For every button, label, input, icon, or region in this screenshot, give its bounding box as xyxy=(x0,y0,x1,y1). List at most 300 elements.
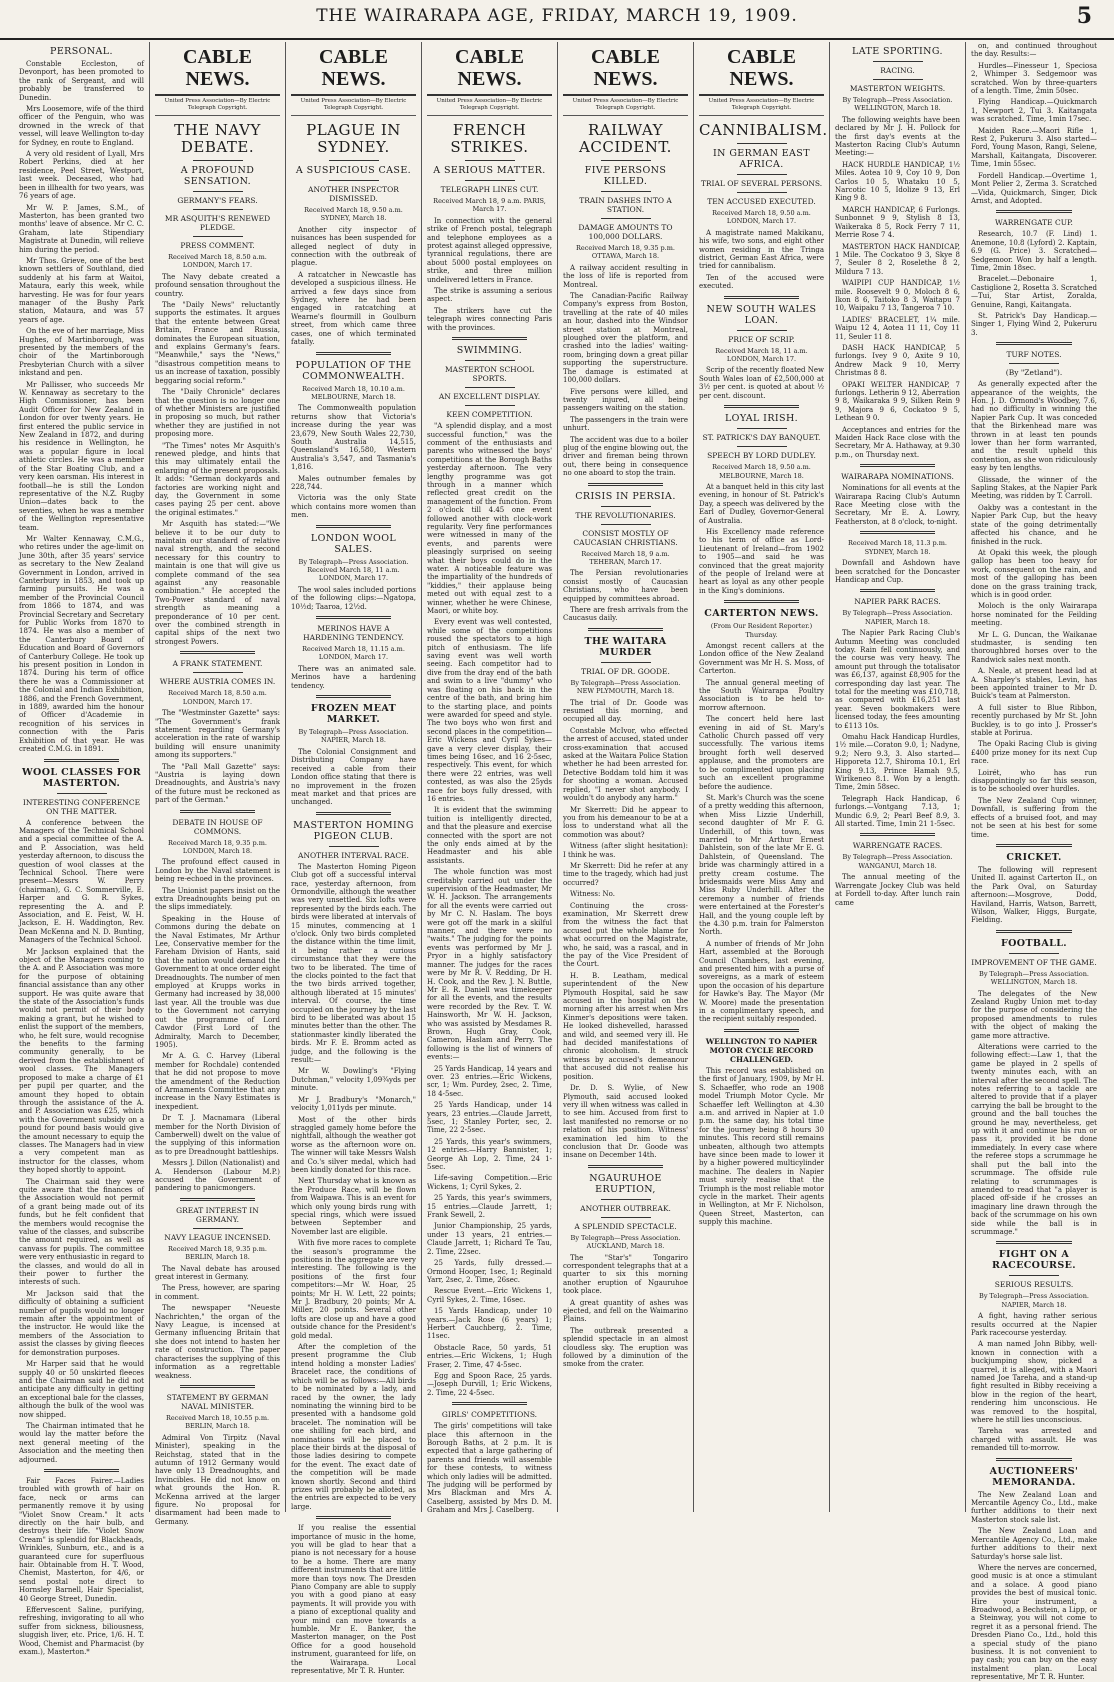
article-divider xyxy=(180,1385,255,1388)
article xyxy=(835,833,960,906)
article-divider xyxy=(860,531,935,534)
article-paragraph: The Napier Park Racing Club's Autumn Meeting was concluded today. Rain fell continuously, and the course was very heavy. The amount put through the totalisator was £6,137, against £8,905 for the corresponding day last year. The total for the meeting was £10,718, as compared with £16,251 last year. Seven bookmakers were licensed today, the fees amounting to £113 10s. xyxy=(835,629,960,730)
article-paragraph: The Unionist papers insist on the extra Dreadnoughts being put on the slips immediately. xyxy=(155,886,280,912)
article xyxy=(155,1198,280,1380)
article-divider xyxy=(316,352,391,355)
article-paragraph: Constable McIvor, who effected the arrest of accused, stated under cross-examination that accused asked at the Waitara Police Station whether he had been arrested for. Detective Boddam told him it was for shooting a woman. Accused replied, "I never shot anybody. I wouldn't do anybody any harm." xyxy=(563,726,688,803)
article xyxy=(291,695,416,807)
article xyxy=(971,1241,1097,1452)
article-paragraph: It is evident that the swimming tuition is intelligently directed, and that the pleasure and exercise connected with the sport are not the only ends aimed at by the Headmaster and his able assistants. xyxy=(427,806,552,865)
article-paragraph: HACK HURDLE HANDICAP, 1½ Miles. Aotea 10 9, Coy 10 9, Don Carlos 10 5, Whataku 10 5, Narcotic 10 5, Idolize 9 13, Erl King 9 8. xyxy=(835,160,960,203)
article-subheadline: ANOTHER INSPECTOR DISMISSED. xyxy=(308,185,399,203)
article-paragraph: The Commonwealth population returns show that Victoria's increase during the year was 23,679, New South Wales 22,730, South Australia 14,515, Queensland's 16,580, Western Australia's 3,547, and Tasmania's 1,816. xyxy=(291,404,416,472)
masthead xyxy=(0,0,1114,40)
column-header: CABLE NEWS. xyxy=(699,42,824,96)
article-paragraph: The "Star's" Tongariro correspondent telegraphs that at a quarter to six this morning another eruption of Ngauruhoe took place. xyxy=(563,1253,688,1296)
article xyxy=(835,531,960,584)
article-dateline: Received March 18, 10.10 a.m. MELBOURNE, March 18. xyxy=(302,384,405,401)
article-paragraph: A conference between the Managers of the Technical School and a special committee of the A. and P. Association, was held yesterday afternoon, to discuss the question of wool classes at the Technical School. There were present—Messrs W. Perry (chairman), G. C. Sommerville, E. Harper and G. R. Sykes, representing the A. and P. Association, and E. Feist, W. H. Jackson, E. H. Waddington, Rev. Dean McKenna and N. D. Bunting, Managers of the Technical School. xyxy=(19,818,144,945)
article-subheadline: A PROFOUND SENSATION. xyxy=(180,165,255,187)
article-paragraph: Oakby was a contestant in the Napier Park Cup, but the heavy state of the going detrimentally affected his chance, and he finished in the ruck. xyxy=(971,503,1097,546)
article-paragraph: The Masterton Homing Pigeon Club got off a successful interval race, yesterday afternoon, from Ormondville, although the weather was very unsettled. Six lofts were represented by the birds each. The birds were liberated at intervals of 15 minutes, commencing at 1 o'clock. Only two birds completed the distance within the time limit, it being rather a curious circumstance that they were the two to be liberated. The time of the clocks pointed to the fact that the two birds arrived together, although liberated at 15 minutes' interval. Of course, the time occupied on the journey by the last bird to be liberated was about 15 minutes better than the other. The stationmaster kindly liberated the birds. Mr F. E. Bromm acted as judge, and the following is the result:— xyxy=(291,862,417,1065)
article-paragraph: The trial of Dr. Goode was resumed this morning, and occupied all day. xyxy=(563,698,688,724)
article-headline: LONDON WOOL SALES. xyxy=(310,532,397,555)
article-paragraph: The passengers in the train were unhurt. xyxy=(563,415,688,433)
article-headline: WARRENGATE RACES. xyxy=(852,841,943,851)
article-paragraph: A full sister to Blue Ribbon, recently purchased by Mr St. John Buckley, is to go into J. Prosser's stable at Porirua. xyxy=(971,703,1097,738)
article-subheadline: A SUSPICIOUS CASE. xyxy=(295,165,412,176)
article-dateline: Received March 18, 9.35 p.m. OTTAWA, March 18. xyxy=(576,244,675,261)
article-paragraph: The accident was due to a boiler plug of the engine blowing out, the driver and fireman being thrown out, there being in consequence no one aboard to stop the train. xyxy=(563,435,688,478)
article-paragraph: The profound effect caused in London by the Naval statement is being re-echoed in the provinces. xyxy=(155,858,280,884)
article-subheadline: MR ASQUITH'S RENEWED PLEDGE. xyxy=(164,214,271,232)
article-subheadline: SPEECH BY LORD DUDLEY. xyxy=(707,451,816,461)
article-paragraph: Mr J. Bradbury's "Monarch," velocity 1,011yds per minute. xyxy=(291,1095,416,1113)
article-divider xyxy=(316,812,391,815)
column-3 xyxy=(286,42,422,1676)
headline-rule xyxy=(601,506,651,507)
article-paragraph: St. Mark's Church was the scene of a pretty wedding this afternoon, when Miss Lizzie Underhill, second daughter of Mr F. G. Underhill, of this town, was married to Mr Arthur Ernest Dahlstein, son of the late Mr E. G. Dahlstein, of Queensland. The bride was charmingly attired in a pretty cream costume. The bridesmaids were Miss Amy and Miss Ruby Underhill. After the ceremony a number of friends were entertained at the Forester's Hall, and the young couple left by the 4.30 p.m. train for Palmerston North. xyxy=(699,793,824,937)
column-copyright-note: United Press Association—By Electric Telegraph Copyright. xyxy=(563,98,688,116)
article xyxy=(427,1402,552,1514)
headline-rule xyxy=(737,192,787,193)
article xyxy=(427,122,552,332)
article-subheadline: IN GERMAN EAST AFRICA. xyxy=(713,148,810,170)
article-paragraph: The following weights have been declared by Mr J. H. Pollock for the first day's events at the Masterton Racing Club's Autumn Meeting:— xyxy=(835,115,960,158)
article-subheadline: KEEN COMPETITION. xyxy=(446,410,533,420)
article xyxy=(19,1469,144,1657)
article-headline: AUCTIONEERS' MEMORANDA. xyxy=(989,1465,1079,1488)
article-dateline: By Telegraph—Press Association. WELLINGTON, March 18. xyxy=(979,969,1089,987)
headline-rule xyxy=(329,160,379,161)
headline-rule xyxy=(601,218,651,219)
headline-rule xyxy=(1009,953,1059,954)
article-paragraph: Messrs J. Dillon (Nationalist) and A. Henderson (Labour M.P.) accused the Government of pandering to panicmongers. xyxy=(155,1159,280,1193)
column-copyright-note: United Press Association—By Electric Telegraph Copyright. xyxy=(291,98,416,116)
headline-rule xyxy=(465,387,515,388)
article-paragraph: Loirét, who has run disappointingly so far this season, is to be schooled over hurdles. xyxy=(971,768,1097,794)
article-dateline: Received March 18, 9 a.m. PARIS, March 17. xyxy=(433,197,546,214)
article xyxy=(971,342,1097,839)
article-subheadline: AN EXCELLENT DISPLAY. xyxy=(438,392,541,402)
article-divider xyxy=(996,1241,1072,1244)
article-divider xyxy=(44,1469,119,1472)
article-paragraph: Mr Pallisser, who succeeds Mr W. Kennaway as secretary to the High Commissioner, has been Audit Officer for New Zealand in London for over twenty years. He first entered the public service in New Zealand in 1872, and during his residence in Wellington, he was a popular figure in local athletic circles. He was a member of the Star Boating Club, and a very keen oarsman. His interest in football—he is still the London representative of the N.Z. Rugby Union—dates back to the seventies, when he was a member of the Wellington representative team. xyxy=(19,380,144,532)
article-dateline: By Telegraph—Press Association. NAPIER, March 18. xyxy=(298,728,409,745)
article-paragraph: Mr Jackson said that the difficulty of obtaining a sufficient number of pupils would no longer remain after the appointment of the instructor. He would like the members of the Association to assist the classes by giving fleeces for demonstration purposes. xyxy=(19,1289,144,1357)
article-paragraph: This record was established on the first of January, 1909, by Mr H. S. Schaeffer, who rode an 1908 model Triumph Motor Cycle. Mr Schaeffer left Wellington at 4.30 a.m. and arrived in Napier at 1.0 p.m. the same day, his total time for the journey being 8 hours 30 minutes. This record still remains unbeaten, although two attempts have since been made to lower it by a higher powered multicylinder machine. The dealers in Napier must surely realise that the Triumph is the most reliable motor cycle in the market. Their agents in Wellington, at Mr F. Nicholson, Queen Street, Masterton, can supply this machine. xyxy=(699,1066,824,1227)
article xyxy=(835,46,960,459)
article-dateline: (From Our Resident Reporter.) Thursday. xyxy=(710,622,813,639)
article-paragraph: 15 Yards Handicap, under 10 years.—Jack Rose (6 years) 1; Herbert Cauchberg, 2. Time, 11sec. xyxy=(427,1307,552,1341)
article-headline: GIRLS' COMPETITIONS. xyxy=(441,1410,538,1420)
article-dateline: Received March 18, 9.50 a.m. SYDNEY, March 18. xyxy=(304,206,403,223)
article-headline: DEBATE IN HOUSE OF COMMONS. xyxy=(172,817,263,836)
article-subheadline: ANOTHER OUTBREAK. xyxy=(580,1203,671,1213)
article-dateline: By Telegraph—Press Association. NEW PLYMOUTH, March 18. xyxy=(570,678,681,696)
article xyxy=(291,1516,416,1675)
article-headline: POPULATION OF THE COMMONWEALTH. xyxy=(295,359,412,382)
article-paragraph: The strikers have cut the telegraph wires connecting Paris with the provinces. xyxy=(427,306,552,332)
headline-rule xyxy=(873,79,923,80)
article xyxy=(155,810,280,1193)
article-divider xyxy=(996,342,1072,345)
article-paragraph: LADIES' BRACELET, 1¼ mile. Waipu 12 4, Aotea 11 11, Coy 11 11, Seuler 11 8. xyxy=(835,315,960,341)
headline-rule xyxy=(601,1217,651,1218)
article-paragraph: The "Westminster Gazette" says: "The Government's frank statement regarding Germany's acceleration in the rate of warship building will ensure unanimity among its supporters." xyxy=(155,709,280,760)
article-paragraph: 25 Yards, fully dressed.—Ormond Hooper, 1sec, 1; Reginald Yarr, 2sec, 2. Time, 26sec. xyxy=(427,1259,552,1284)
article-headline: STATEMENT BY GERMAN NAVAL MINISTER. xyxy=(166,1392,269,1411)
column-header: CABLE NEWS. xyxy=(291,42,416,96)
article-paragraph: Bracelet.—Debonaire 1, Castiglione 2, Rosetta 3. Scratched—Tui, Star Artist, Zoralda, Genuine, Rangi, Kaitangata. xyxy=(971,275,1097,309)
article-subheadline: CONSIST MOSTLY OF CAUCASIAN CHRISTIANS. xyxy=(573,528,678,547)
article xyxy=(699,1029,824,1227)
article-headline: THE NAVY DEBATE. xyxy=(174,121,261,156)
article-subheadline: TRIAL OF SEVERAL PERSONS. xyxy=(700,179,823,188)
article-subheadline: MASTERTON SCHOOL SPORTS. xyxy=(444,365,535,384)
headline-rule xyxy=(193,672,243,673)
article-paragraph: The Persian revolutionaries consist mostly of Caucasian Christians, who have been equipped by committees abroad. xyxy=(563,569,688,603)
article-paragraph: Mr Jackson explained that the object of the Managers coming to the A. and P. Association was more for the purpose of obtaining financial assistance than any other support. He was quite aware that the state of the Association's funds would not permit of their body making a grant, but he wished to enlist the support of the members, who, he felt sure, would recognise the benefits to the farming community generally, to be derived from the establishment of wool classes. The Managers proposed to make a charge of £1 per pupil per quarter, and the amount they hoped to obtain through the assistance of the A. and P. Association was £25, which with the Government subsidy on a pound for pound basis would give the amount necessary to equip the classes. The Managers had in view a very competent man as instructor for the classes, whom they hoped shortly to appoint. xyxy=(19,947,144,1175)
page-number: 5 xyxy=(1076,3,1092,29)
article-dateline: Received March 18, 9.35 p.m. BERLIN, March 18. xyxy=(168,1244,267,1262)
headline-rule xyxy=(737,330,787,331)
article-divider xyxy=(860,589,935,592)
article-subheadline: ANOTHER INTERVAL RACE. xyxy=(298,850,409,860)
article-divider xyxy=(180,810,255,813)
headline-rule xyxy=(193,1228,243,1229)
article-paragraph: Tareha was arrested and charged with assault. He was remanded till to-morrow. xyxy=(971,1427,1097,1453)
article-paragraph: Mrs Loosemore, wife of the third officer of the Penguin, who was drowned in the wreck of that vessel, will leave Wellington to-day for Sydney, en route to England. xyxy=(19,105,144,147)
article-headline: PLAGUE IN SYDNEY. xyxy=(306,121,401,156)
article-headline: NAPIER PARK RACES. xyxy=(854,597,941,607)
article-paragraph: At a banquet held in this city last evening, in honour of St. Patrick's Day, a speech was delivered by the Earl of Dudley, Governor-General of Australia. xyxy=(699,482,824,525)
article-divider xyxy=(180,1198,255,1201)
article-paragraph: As generally expected after the appearance of the weights, the Hon. J. D. Ormond's Woodbey, 7.6, had no difficulty in winning the Napier Park Cup. It was conceded that the Birkenhead mare was thrown in at least ten pounds lower than her form warranted, and the result upheld this contention, as she won ridiculously easy by ten lengths. xyxy=(971,380,1097,473)
article-paragraph: The girls' competitions will take place this afternoon in the Borough Baths, at 2 p.m. It is expected that a large gathering of parents and friends will assemble for these contests, to witness which only ladies will be admitted. The judging will be performed by Mrs Blackman and Mrs A. Caselberg, assisted by Mrs D. M. Graham and Mrs J. Caselberg. xyxy=(427,1422,552,1515)
headline-rule xyxy=(329,180,379,181)
article-paragraph: Mr A. G. C. Harvey (Liberal member for Rochdale) contended that he did not propose to move the amendment of the Reduction of Armaments Committee that any increase in the Navy Estimates is inexpedient. xyxy=(155,1052,280,1111)
article-divider xyxy=(452,337,527,340)
article-paragraph: Fordell Handicap.—Overtime 1, Mont Pelier 2, Zerma 3. Scratched—Vida, Quickmarch, Singer, Dick Arnst, and Adopted. xyxy=(971,171,1097,205)
article-subheadline: PRICE OF SCRIP. xyxy=(728,334,795,344)
article-paragraph: Mr Skerrett: Did he appear to you from his demeanour to be at a loss to understand what all the commotion was about? xyxy=(563,805,688,839)
headline-rule xyxy=(193,160,243,161)
article-paragraph: Every event was well contested, while some of the competitions roused the spectators to a high pitch of enthusiasm. The life saving event was well worth seeing. Each competitor had to dive from the dray end of the bath and swim to a live "dummy" who was floating on his back in the centre of the bath, and bring him to the starting place, and points were awarded for speed and style. The two boys who won first and second places in the competition—Eric Wickens and Cyril Sykes—gave a very clever display, their times being 16sec, and 16 2-5sec, respectively. This event, for which there were 22 entries, was well contested, as was also the 25yds race for boys fully dressed, with 16 entries. xyxy=(427,618,552,803)
article xyxy=(971,1458,1097,1682)
column-7 xyxy=(830,42,966,1512)
headline-rule xyxy=(193,236,243,237)
article-paragraph: Mr Asquith has stated:—"We believe it to be our duty to maintain our standard of relative naval strength, and the second necessary for this country to maintain is one that will give us complete command of the sea against any reasonable combination." He accepted the Two-Power standard of naval strength as meaning a preponderance of 10 per cent. over the combined strength in capital ships of the next two strongest Powers. xyxy=(155,520,280,646)
article-paragraph: The Opaki Racing Club is giving £400 prize money for its next Cup race. xyxy=(971,740,1097,766)
article-paragraph: MASTERTON HACK HANDICAP, 1 Mile. The Cockatoo 9 3, Skye 8 7, Seuler 8 2, Roselethe 8 2, Mildura 7 13. xyxy=(835,242,960,276)
article-paragraph: DASH HACK HANDICAP, 5 furlongs. Ivey 9 0, Axite 9 10, Andrew Mack 9 10, Merry Christmas 8 8. xyxy=(835,343,960,378)
headline-rule xyxy=(193,191,243,192)
article-dateline: Received March 18, 9.50 a.m. MELBOURNE, March 18. xyxy=(712,463,811,480)
column-header: CABLE NEWS. xyxy=(563,42,688,96)
article-paragraph: Maiden Race.—Maori Rifle 1, Rest 2, Pukeruru 3. Also started—Ford, Young Mason, Rangi, Selene, Marshall, Kaitangata, Discoverer. Time, 1min 55sec. xyxy=(971,126,1097,169)
article-divider xyxy=(452,1402,527,1405)
article xyxy=(971,42,1097,205)
article-paragraph: Telegraph Hack Handicap, 6 furlongs.—Vontgang 7.13, 1; Mundic 6.9, 2; Pearl Beef 8.9, 3. All started. Time, 1min 21 1-5sec. xyxy=(835,794,960,829)
headline-rule xyxy=(737,174,787,175)
article-subheadline: A SERIOUS MATTER. xyxy=(433,165,546,176)
article-paragraph: The wool sales included portions of the following clips:—Ngatopa, 10½d; Taaroa, 12½d. xyxy=(291,585,416,611)
article-paragraph: OPAKI WELTER HANDICAP, 7 furlongs. Letherin 9 12, Aberration 9 8, Waikaraka 9 9, Silken Rein 9 9, Majora 9 6, Cockatoo 9 5, Lethean 9 0. xyxy=(835,380,960,423)
article-subheadline: TEN ACCUSED EXECUTED. xyxy=(707,197,816,206)
article-subheadline: THE REVOLUTIONARIES. xyxy=(575,510,676,520)
article xyxy=(291,352,416,520)
article-paragraph: Witness (after slight hesitation): I think he was. xyxy=(563,842,688,859)
article-paragraph: 25 Yards, this year's swimmers, 12 entries.—Harry Bannister, 1; George Ah Lop, 2. Time, 24 1-5sec. xyxy=(427,1137,552,1172)
column-5 xyxy=(558,42,694,1512)
article xyxy=(971,930,1097,1237)
article-paragraph: Mr Walter Kennaway, C.M.G., who retires under the age-limit on June 30th, after 35 years' service as secretary to the New Zealand Government in London, arrived in Canterbury in 1853, and took up farming pursuits. He was a member of the Provincial Council from 1866 to 1874, and was Provincial Secretary and Secretary for Public Works from 1870 to 1874. He was also a member of the Canterbury Board of Education and Board of Governors of Canterbury College. He took up his present position in London in 1874. During his term of office there he was a Commissioner at the Colonial and Indian Exhibition, 1886, and the French Government, in 1889, awarded him the honour of Officer d'Academie in recognition of his services in connection with the Paris Exhibition of that year. He was created C.M.G. in 1891. xyxy=(19,534,144,754)
article-paragraph: The newspaper "Neueste Nachrichten," the organ of the Navy League, is incensed at Germany influencing Britain that she does not intend to hasten her rate of construction. The paper characterises the supplying of this information as a regrettable weakness. xyxy=(155,1304,280,1380)
article xyxy=(699,296,824,400)
article-dateline: Received March 18, 10.55 p.m. BERLIN, March 18. xyxy=(165,1413,270,1431)
article-paragraph: Witness: No. xyxy=(570,890,615,899)
article-headline: CRICKET. xyxy=(1006,851,1062,863)
article-paragraph: "The Times" notes Mr Asquith's renewed pledge, and hints that this may ultimately entail the enlarging of the present proposals. It adds: "German dockyards and factories are working night and day, the Government in some cases paying 25 per cent. above the original estimates." xyxy=(155,441,280,517)
column-8 xyxy=(966,42,1102,1682)
headline-rule xyxy=(57,793,107,794)
article-divider xyxy=(316,695,391,698)
article-dateline: Received March 18, 11.15 a.m. LONDON, March 17. xyxy=(302,645,405,662)
article-paragraph: Constable Eccleston, of Devonport, has been promoted to the rank of Sergeant, and will probably be transferred to Dunedin. xyxy=(19,60,144,102)
article-paragraph: Mr L. G. Duncan, the Waikanae studmaster, is sending ten thoroughbred horses over to the Randwick sales next month. xyxy=(971,630,1097,664)
article xyxy=(971,844,1097,925)
article-headline: CANNIBALISM. xyxy=(699,121,828,139)
headline-rule xyxy=(465,360,515,361)
article-headline: WAIRARAPA NOMINATIONS. xyxy=(841,472,954,482)
article-subheadline: TELEGRAPH LINES CUT. xyxy=(440,185,539,194)
article-divider xyxy=(180,651,255,654)
article-headline: GREAT INTEREST IN GERMANY. xyxy=(176,1205,259,1224)
article-paragraph: Next Thursday what is known as the Produce Race, will be flown from Waipawa. This is an event for which only young birds rung with special rings, which were issued between September and November last are eligible. xyxy=(291,1177,416,1236)
article-paragraph: A great quantity of ashes was ejected, and fell on the Waimarino Plains. xyxy=(563,1298,688,1324)
article-paragraph: With five more races to complete the season's programme the positions in the aggregate are very interesting. The following is the positions of the first four competitors:—Mr W. Hoar, 25 points; Mr H. W. Lett, 22 points; Mr J. Bradbury, 20 points; Mr A. Miller, 20 points. Several other lofts are close up and have a good outside chance for the President's gold medal. xyxy=(291,1239,416,1340)
article-paragraph: Males outnumber females by 228,744. xyxy=(291,474,416,491)
article xyxy=(291,616,416,690)
article-paragraph: Effervescent Saline, purifying, refreshing, invigorating to all who suffer from sickness, biliousness, sluggish liver, etc. Price, 1/6. H. T. Wood, Chemist and Pharmacist (by exam.), Masterton.* xyxy=(19,1606,144,1657)
article-paragraph: A. Neale, at present head lad at A. Sharpley's stables, Levin, has been appointed trainer to Mr D. Buick's team at Palmerston. xyxy=(971,667,1097,701)
article-dateline: By Telegraph—Press Association. NAPIER, March 18. xyxy=(842,609,953,626)
article-paragraph: The following will represent United II. against Carterton II., on the Park Oval, on Saturday afternoon:—Mosgrove, Dodd, Haviland, Harris, Watson, Barrett, Wilson, Walker, Higgs, Burgate, Fielding. xyxy=(971,865,1097,925)
article-headline: MASTERTON HOMING PIGEON CLUB. xyxy=(293,819,414,842)
article-paragraph: The whole function was most creditably carried out under the supervision of the Headmaster, Mr W. H. Jackson. The arrangements for all the events were carried out by Mr C. N. Haslam. The boys were got off the mark in a skilful manner, and there were no "waits." The judging for the points events was performed by Mr J. Pryor in a highly satisfactory manner. The judges for the races were by Mr R. V. Redding, Dr H. H. Cook, and the Rev. J. N. Buttle, Mr E. R. Daniell was timekeeper for all the events, and the results were recorded by the Rev. T. W. Hainsworth, Mr W. H. Jackson, who was assisted by Mesdames R. Brown, Hugh Gray, Cook, Cameron, Haslam and Perry. The following is the list of winners of events:— xyxy=(427,868,552,1062)
article-paragraph: At Opaki this week, the plough gallop has been too heavy for work, consequent on the rain, and most of the galloping has been done on the grass training track, which is in good order. xyxy=(971,548,1097,599)
article-paragraph: Omahu Hack Handicap Hurdles, 1½ mile.—Coraton 9.0, 1; Nadyne, 9.2; Nero 9.3, 3. Also started—Hipporeta 12.7, Shiroma 10.1, Erl King 9.13, Prince Hamah 9.5, Wirikeneo 8.1. Won by a length. Time, 2min 58sec. xyxy=(835,733,960,792)
article xyxy=(563,483,688,623)
article-divider xyxy=(860,464,935,467)
article-paragraph: Egg and Spoon Race, 25 yards.—Joseph Durvill, 1; Eric Wickens, 2. Time, 22 4-5sec. xyxy=(427,1371,552,1397)
article xyxy=(563,1165,688,1369)
article xyxy=(291,122,416,347)
article-divider xyxy=(996,844,1072,847)
article-paragraph: A fight, having rather serious results occurred at the Napier Park racecourse yesterday. xyxy=(971,1312,1097,1337)
article-headline: LATE SPORTING. xyxy=(852,46,943,57)
article-paragraph: Moloch is the only Wairarapa horse nominated for the Feilding meeting. xyxy=(971,602,1097,628)
article-paragraph: A man named John Bibby, well-known in connection with a buckjumping show, picked a quarrel, it is alleged, with a Maori named Joe Tareha, and a stand-up fight resulted in Bibby receiving a blow in the region of the heart, rendering him unconscious. He was removed to the hospital, where he still lies unconscious. xyxy=(971,1340,1097,1425)
article xyxy=(19,759,144,1464)
headline-rule xyxy=(873,61,923,62)
headline-rule xyxy=(737,428,787,429)
article-paragraph: 25 Yards Handicap, 14 years and over. 23 entries.—Eric Wickens, scr, 1; Wm. Purdey, 2sec, 2. Time, 18 4-5sec. xyxy=(427,1064,552,1098)
article-divider xyxy=(996,930,1072,933)
article-headline: WELLINGTON TO NAPIER MOTOR CYCLE RECORD CHALLENGED. xyxy=(705,1036,818,1064)
article-divider xyxy=(724,1029,799,1032)
article-paragraph: Mr W. Dowling's "Flying Dutchman," velocity 1,09¾yds per minute. xyxy=(291,1067,416,1093)
article-subheadline: MASTERTON WEIGHTS. xyxy=(849,84,946,93)
article-paragraph: Hurdles—Finesseur 1, Speciosa 2, Whimper 3. Sedgemoor was scratched. Won by three-quarters of a length. Time, 2min 50sec. xyxy=(971,61,1097,96)
article-paragraph: Nominations for all events at the Wairarapa Racing Club's Autumn Race Meeting close with the Secretary, Mr E. A. Lowry, Featherston, at 8 o'clock, to-night. xyxy=(835,484,960,526)
headline-rule xyxy=(1009,1275,1059,1276)
article-paragraph: Mr Skerrett: Did he refer at any time to the tragedy, which had just occurred? xyxy=(563,861,688,887)
article-paragraph: A very old resident of Lyall, Mrs Robert Perkins, died at her residence, Peel Street, Westport, last week. Deceased, who had been in illhealth for two years, was 76 years of age. xyxy=(19,150,144,201)
headline-rule xyxy=(465,180,515,181)
article-paragraph: The Chairman intimated that he would lay the matter before the next general meeting of the Association and the meeting then adjourned. xyxy=(19,1421,144,1464)
article-paragraph: In connection with the general strike of French postal, telegraph and telephone employees as a protest against alleged oppressive, tyrannical regulations, there are about 5000 postal employees on strike, and three million undelivered letters in France. xyxy=(427,216,552,284)
headline-rule xyxy=(1009,363,1059,364)
article-paragraph: "A splendid display, and a most successful function," was the comment of the enthusiasts and parents who witnessed the boys' competitions at the Borough Baths yesterday afternoon. The very lengthy programme was got through in a manner which reflected great credit on the management of the function. From 2 o'clock till 4.45 one event followed another with clock-work regularity. Very fine performances were witnessed in many of the events, and parents were pleasingly surprised on seeing what their boys could do in the water. A noticeable feature was the impartiality of the hundreds of "kiddies," their applause being meted out with equal zest to a winner, whether he were Chinese, Maori, or white boy. xyxy=(427,422,552,616)
article-paragraph: Admiral Von Tirpitz (Naval Minister), speaking in the Reichstag, stated that in the autumn of 1912 Germany would have only 13 Dreadnoughts, and Invincibles. He did not know on what grounds the Hon. R. McKenna arrived at the larger figure. No proposal for disarmament had been made to Germany. xyxy=(155,1433,280,1526)
article-paragraph: Where the nerves are concerned, good music is at once a stimulant and a solace. A good piano provides the best of musical tonic. Hire your instrument, a Broadwood, a Bechstein, a Lipp, or a Steinway, you will not come to regret it as a personal friend. The Dresden Piano Co., Ltd., hold this a special study of the piano business. It is not convenient to pay cash; you can buy on the easy instalment plan. Local representative, Mr T. R. Hunter. xyxy=(971,1563,1097,1682)
article-paragraph: The New Zealand Cup winner, Downfall, is suffering from the effects of a bruised foot, and may not be seen at his best for some time. xyxy=(971,796,1097,839)
article-headline: FRENCH STRIKES. xyxy=(450,121,529,156)
article-paragraph: Rescue Event.—Eric Wickens 1, Cyril Sykes, 2. Time, 16sec. xyxy=(427,1287,552,1304)
column-4 xyxy=(422,42,558,1515)
column-1 xyxy=(14,42,150,1657)
article-headline: TURF NOTES. xyxy=(1006,350,1062,360)
article-paragraph: There are fresh arrivals from the Caucasus daily. xyxy=(563,606,688,623)
article-headline: FIGHT ON A RACECOURSE. xyxy=(992,1249,1076,1272)
article-paragraph: Research, 10.7 (F. Lind) 1. Anemone, 10.8 (Lyford) 2. Kaptain, 6.9 (G. Price) 3. Scratched—Sedgemoor. Won by half a length. Time, 2min 18sec. xyxy=(971,230,1097,272)
article-divider xyxy=(724,405,799,408)
article-paragraph: The delegates of the New Zealand Rugby Union met to-day for the purpose of considering the proposed amendments to rules with the object of making the game more attractive. xyxy=(971,989,1097,1040)
article-paragraph: Most of the other birds straggled gamely home before the nightfall, although the weather got worse as the afternoon wore on. The winner will take Messrs Walsh and Co.'s silver medal, which had been kindly donated for this race. xyxy=(291,1115,416,1174)
article-paragraph: Speaking in the House of Commons during the debate on the Naval Estimates, Mr Arthur Lee, Conservative member for the Fareham Division of Hants, said that the nation would demand the Government to at once order eight Dreadnoughts. The number of men employed at Krupps works in Germany had increased by 38,000 last year. All the trouble was due to the Government not carrying out the programme of Lord Cawdor (First Lord of the Admiralty, March to December, 1905). xyxy=(155,914,280,1049)
headline-rule xyxy=(601,524,651,525)
headline-rule xyxy=(737,143,787,144)
article-paragraph: Junior Championship, 25 yards, under 13 years, 21 entries.—Claude Jarrett, 1; Richard Te Tau, 2. Time, 22sec. xyxy=(427,1222,552,1256)
article xyxy=(699,600,824,1024)
article-headline: CRISIS IN PERSIA. xyxy=(575,490,676,502)
article xyxy=(971,210,1097,337)
headline-rule xyxy=(601,191,651,192)
article-divider xyxy=(316,525,391,528)
article xyxy=(291,525,416,611)
article-subheadline: A SPLENDID SPECTACLE. xyxy=(574,1221,677,1231)
article-paragraph: Mr W. P. James, S.M., of Masterton, has been granted two months' leave of absence. Mr C. C. Graham, late Stipendiary Magistrate at Dunedin, will relieve him during the period. xyxy=(19,203,144,254)
article-divider xyxy=(588,483,663,486)
article-dateline: By Telegraph—Press Association. Received March 18, 11 a.m. LONDON, March 17. xyxy=(298,557,409,583)
article-subheadline: IMPROVEMENT OF THE GAME. xyxy=(971,957,1097,967)
article-headline: CARTERTON NEWS. xyxy=(704,608,819,620)
article-paragraph: The concert held here last evening in aid of St. Mary's Catholic Church passed off very successfully. The various items brought forth well deserved applause, and the promoters are to be complimented upon placing such an excellent programme before the audience. xyxy=(699,715,824,791)
article-paragraph: If you realise the essential importance of music in the home, you will be glad to hear that a piano is not necessary for a house to be a home. There are many different instruments that are little more than toys now. The Dresden Piano Company are able to supply you with a good piano at easy payments. It will provide you with a piano of exceptional quality and your mind can move towards a humble. Mr E. Banker, the Masterton manager, on the Post Office for a good household instrument, guaranteed for life, on the Wairarapa. Local representative, Mr T. R. Hunter. xyxy=(291,1524,416,1676)
article-divider xyxy=(724,600,799,603)
column-copyright-note: United Press Association—By Electric Telegraph Copyright. xyxy=(155,98,280,116)
article-paragraph: On the eve of her marriage, Miss Hughes, of Martinborough, was presented by the members of the choir of the Martinborough Presbyterian Church with a silver inkstand and pen. xyxy=(19,327,144,378)
article-paragraph: Flying Handicap.—Quickmarch 1, Newport 2, Tui 3. Kaitangata was scratched. Time, 1min 17sec. xyxy=(971,98,1097,124)
article-headline: SWIMMING. xyxy=(456,345,523,357)
article-paragraph: Mr Thos. Grieve, one of the best known settlers of Southland, died suddenly at his farm at Waitoi, Mataura, early this week, while harvesting. He was for four years manager of the Bushy Park station, Mataura, and was 57 years of age. xyxy=(19,256,144,324)
article-paragraph: Fair Faces Fairer.—Ladies troubled with growth of hair on face, neck or arms can permanently remove it by using "Violet Snow Cream." It acts directly on the hair bulb, and destroys their life. "Violet Snow Cream" is splendid for Blackheads, Wrinkles, Sunburn, etc., and is a guaranteed cure for superfluous hair. Obtainable from H. T. Wood, Chemist, Masterton, for 4/6, or send postal note direct to Hornsley Barnell, Hair Specialist, 40 George Street, Dunedin. xyxy=(19,1476,144,1603)
article-dateline: Received March 18, 9 a.m. TEHERAN, March 17. xyxy=(581,549,670,566)
article-headline: RAILWAY ACCIDENT. xyxy=(579,121,672,156)
article-headline: NGAURUHOE ERUPTION, xyxy=(589,1172,662,1195)
article xyxy=(563,628,688,1160)
article xyxy=(155,122,280,646)
article-subheadline: PRESS COMMENT. xyxy=(180,241,255,250)
article-headline: A FRANK STATEMENT. xyxy=(172,659,263,669)
article-paragraph: Ten of the accused were executed. xyxy=(699,273,824,291)
article-paragraph: After the completion of the present programme the Club intend holding a monster Ladies' Bracelet race, the conditions of which will be as follows:—All birds to be nominated by a lady, and raced by the owner, the lady nominating the winning bird to be presented with a handsome gold bracelet. The nomination will be one shilling for each bird, and nominations will be placed to place their birds at the disposal of those ladies desiring to compete for the event. The exact date of the competition will be made known shortly. Second and third prizes will probably be alloted, as the entries are expected to be very large. xyxy=(291,1343,416,1511)
article-paragraph: Amongst recent callers at the London office of the New Zealand Government was Mr H. S. Moss, of Carterton. xyxy=(699,642,824,676)
article-dateline: Received March 18, 9.35 p.m. LONDON, March 18. xyxy=(168,838,267,855)
article-paragraph: on, and continued throughout the day. Results:— xyxy=(971,42,1097,59)
headline-rule xyxy=(601,1199,651,1200)
article-dateline: Received March 18, 11 a.m. LONDON, March 17. xyxy=(715,346,808,364)
article-paragraph: The "Pall Mall Gazette" says: "Austria is laying down Dreadnoughts, and Austria's navy of the future must be reckoned as part of the German." xyxy=(155,762,280,805)
article-paragraph: H. B. Leatham, medical superintendent of the New Plymouth Hospital, said he saw accused in the hospital on the morning after his arrest when Mrs Kinmer's depositions were taken. He looked dishevelled, harassed and wild, and seemed very ill. He had decided manifestations of chronic alcoholism. It struck witness by accused's demeanour that accused did not realise his position. xyxy=(563,971,688,1081)
article-divider xyxy=(996,210,1072,213)
article xyxy=(835,464,960,526)
article-paragraph: A railway accident resulting in the loss of life is reported from Montreal. xyxy=(563,263,688,289)
article-subheadline: GERMANY'S FEARS. xyxy=(177,196,258,205)
article xyxy=(427,337,552,1397)
article-paragraph: The annual general meeting of the South Wairarapa Poultry Association is to be held to-morrow afternoon. xyxy=(699,678,824,712)
article-subheadline: (By "Zetland"). xyxy=(1005,368,1063,378)
article-paragraph: Glissade, the winner of the Sapling Stakes, at the Napier Park Meeting, was ridden by T. Carroll. xyxy=(971,475,1097,501)
article-dateline: Received March 18, 8.50 a.m. LONDON, March 17. xyxy=(168,689,267,706)
article-headline: WOOL CLASSES FOR MASTERTON. xyxy=(21,766,142,789)
article xyxy=(699,121,828,291)
article-paragraph: The Chairman said they were quite aware that the finances of the Association would not permit of a grant being made out of its funds, but he felt confident that the members would recognise the value of the classes, and subscribe the amount required, as well as canvass for pupils. The committee were very enthusiastic in regard to the classes, and would do all in their power to further the interests of such. xyxy=(19,1177,144,1287)
article-subheadline: SERIOUS RESULTS. xyxy=(994,1280,1074,1290)
column-header: CABLE NEWS. xyxy=(427,42,552,96)
article-paragraph: Dr T. J. Macnamara (Liberal member for the North Division of Camberwell) dwelt on the value of the supplying of this information as to pre Dreadnought battleships. xyxy=(155,1114,280,1156)
article-dateline: By Telegraph—Press Association. NAPIER, March 18. xyxy=(979,1292,1089,1309)
article-paragraph: Scrip of the recently floated New South Wales loan of £2,500,000 at 3½ per cent. is quoted at about ½ per cent. discount. xyxy=(699,366,824,400)
headline-rule xyxy=(465,160,515,161)
article xyxy=(19,46,144,754)
article-paragraph: A ratcatcher in Newcastle has developed a suspicious illness. He arrived a few days since from Sydney, where he had been engaged in ratcatching at Wearne's flourmill in Goulburn street, from which came three cases, one of which terminated fatally. xyxy=(291,270,416,347)
column-copyright-note: United Press Association—By Electric Telegraph Copyright. xyxy=(699,98,824,116)
headline-rule xyxy=(465,405,515,406)
headline-rule xyxy=(601,662,651,663)
article-paragraph: The strike is assuming a serious aspect. xyxy=(427,287,552,304)
article-dateline: By Telegraph—Press Association. AUCKLAND, March 18. xyxy=(570,1233,681,1251)
article-paragraph: The "Daily News" reluctantly supports the estimates. It argues that the entente between Great Britain, France and Russia, dominates the European situation, and explains Germany's fears. "Meanwhile," says the "News," "disastrous competition means to us an increase of taxation, possibly beggaring social reform." xyxy=(155,301,280,385)
article-paragraph: Mr Harper said that he would supply 40 or 50 unskirted fleeces and the Chairman said he did not anticipate any difficulty in getting an exceptional bale for the classes, although the bulk of the wool was now shipped. xyxy=(19,1360,144,1419)
article-divider xyxy=(588,1165,663,1168)
article-dateline: By Telegraph—Press Association. WELLINGTON, March 18. xyxy=(842,96,953,113)
article-subheadline: INTERESTING CONFERENCE ON THE MATTER. xyxy=(22,797,141,816)
article-paragraph: The annual meeting of the Warrengate Jockey Club was held at Fordell to-day. After lunch rain came xyxy=(835,873,960,907)
article-paragraph: The New Zealand Loan and Mercantile Agency Co., Ltd., make further additions to their next Masterton stock sale list. xyxy=(971,1490,1097,1524)
headline-rule xyxy=(601,160,651,161)
article-paragraph: The Naval debate has aroused great interest in Germany. xyxy=(155,1264,280,1282)
article-paragraph: St. Patrick's Day Handicap.—Singer 1, Flying Wind 2, Pukeruru 3. xyxy=(971,311,1097,337)
article-paragraph: Life-saving Competition.—Eric Wickens, 1; Cyril Sykes, 2. xyxy=(427,1174,552,1191)
article-paragraph: A number of friends of Mr John Hart, assembled at the Borough Council Chambers, last evening, and presented him with a purse of sovereigns, as a mark of esteem upon the occasion of his departure for Hawke's Bay. The Mayor (Mr W. Moore) made the presentation in a complimentary speech, and the recipient suitably responded. xyxy=(699,939,824,1024)
headline-rule xyxy=(737,446,787,447)
column-copyright-note: United Press Association—By Electric Telegraph Copyright. xyxy=(427,98,552,116)
article xyxy=(155,1385,280,1526)
article-paragraph: MARCH HANDICAP, 6 Furlongs. Sunbonnet 9 9, Stylish 8 13, Waikeraka 8 5, Rock Ferry 7 11, Merrie Rose 7 4. xyxy=(835,205,960,240)
